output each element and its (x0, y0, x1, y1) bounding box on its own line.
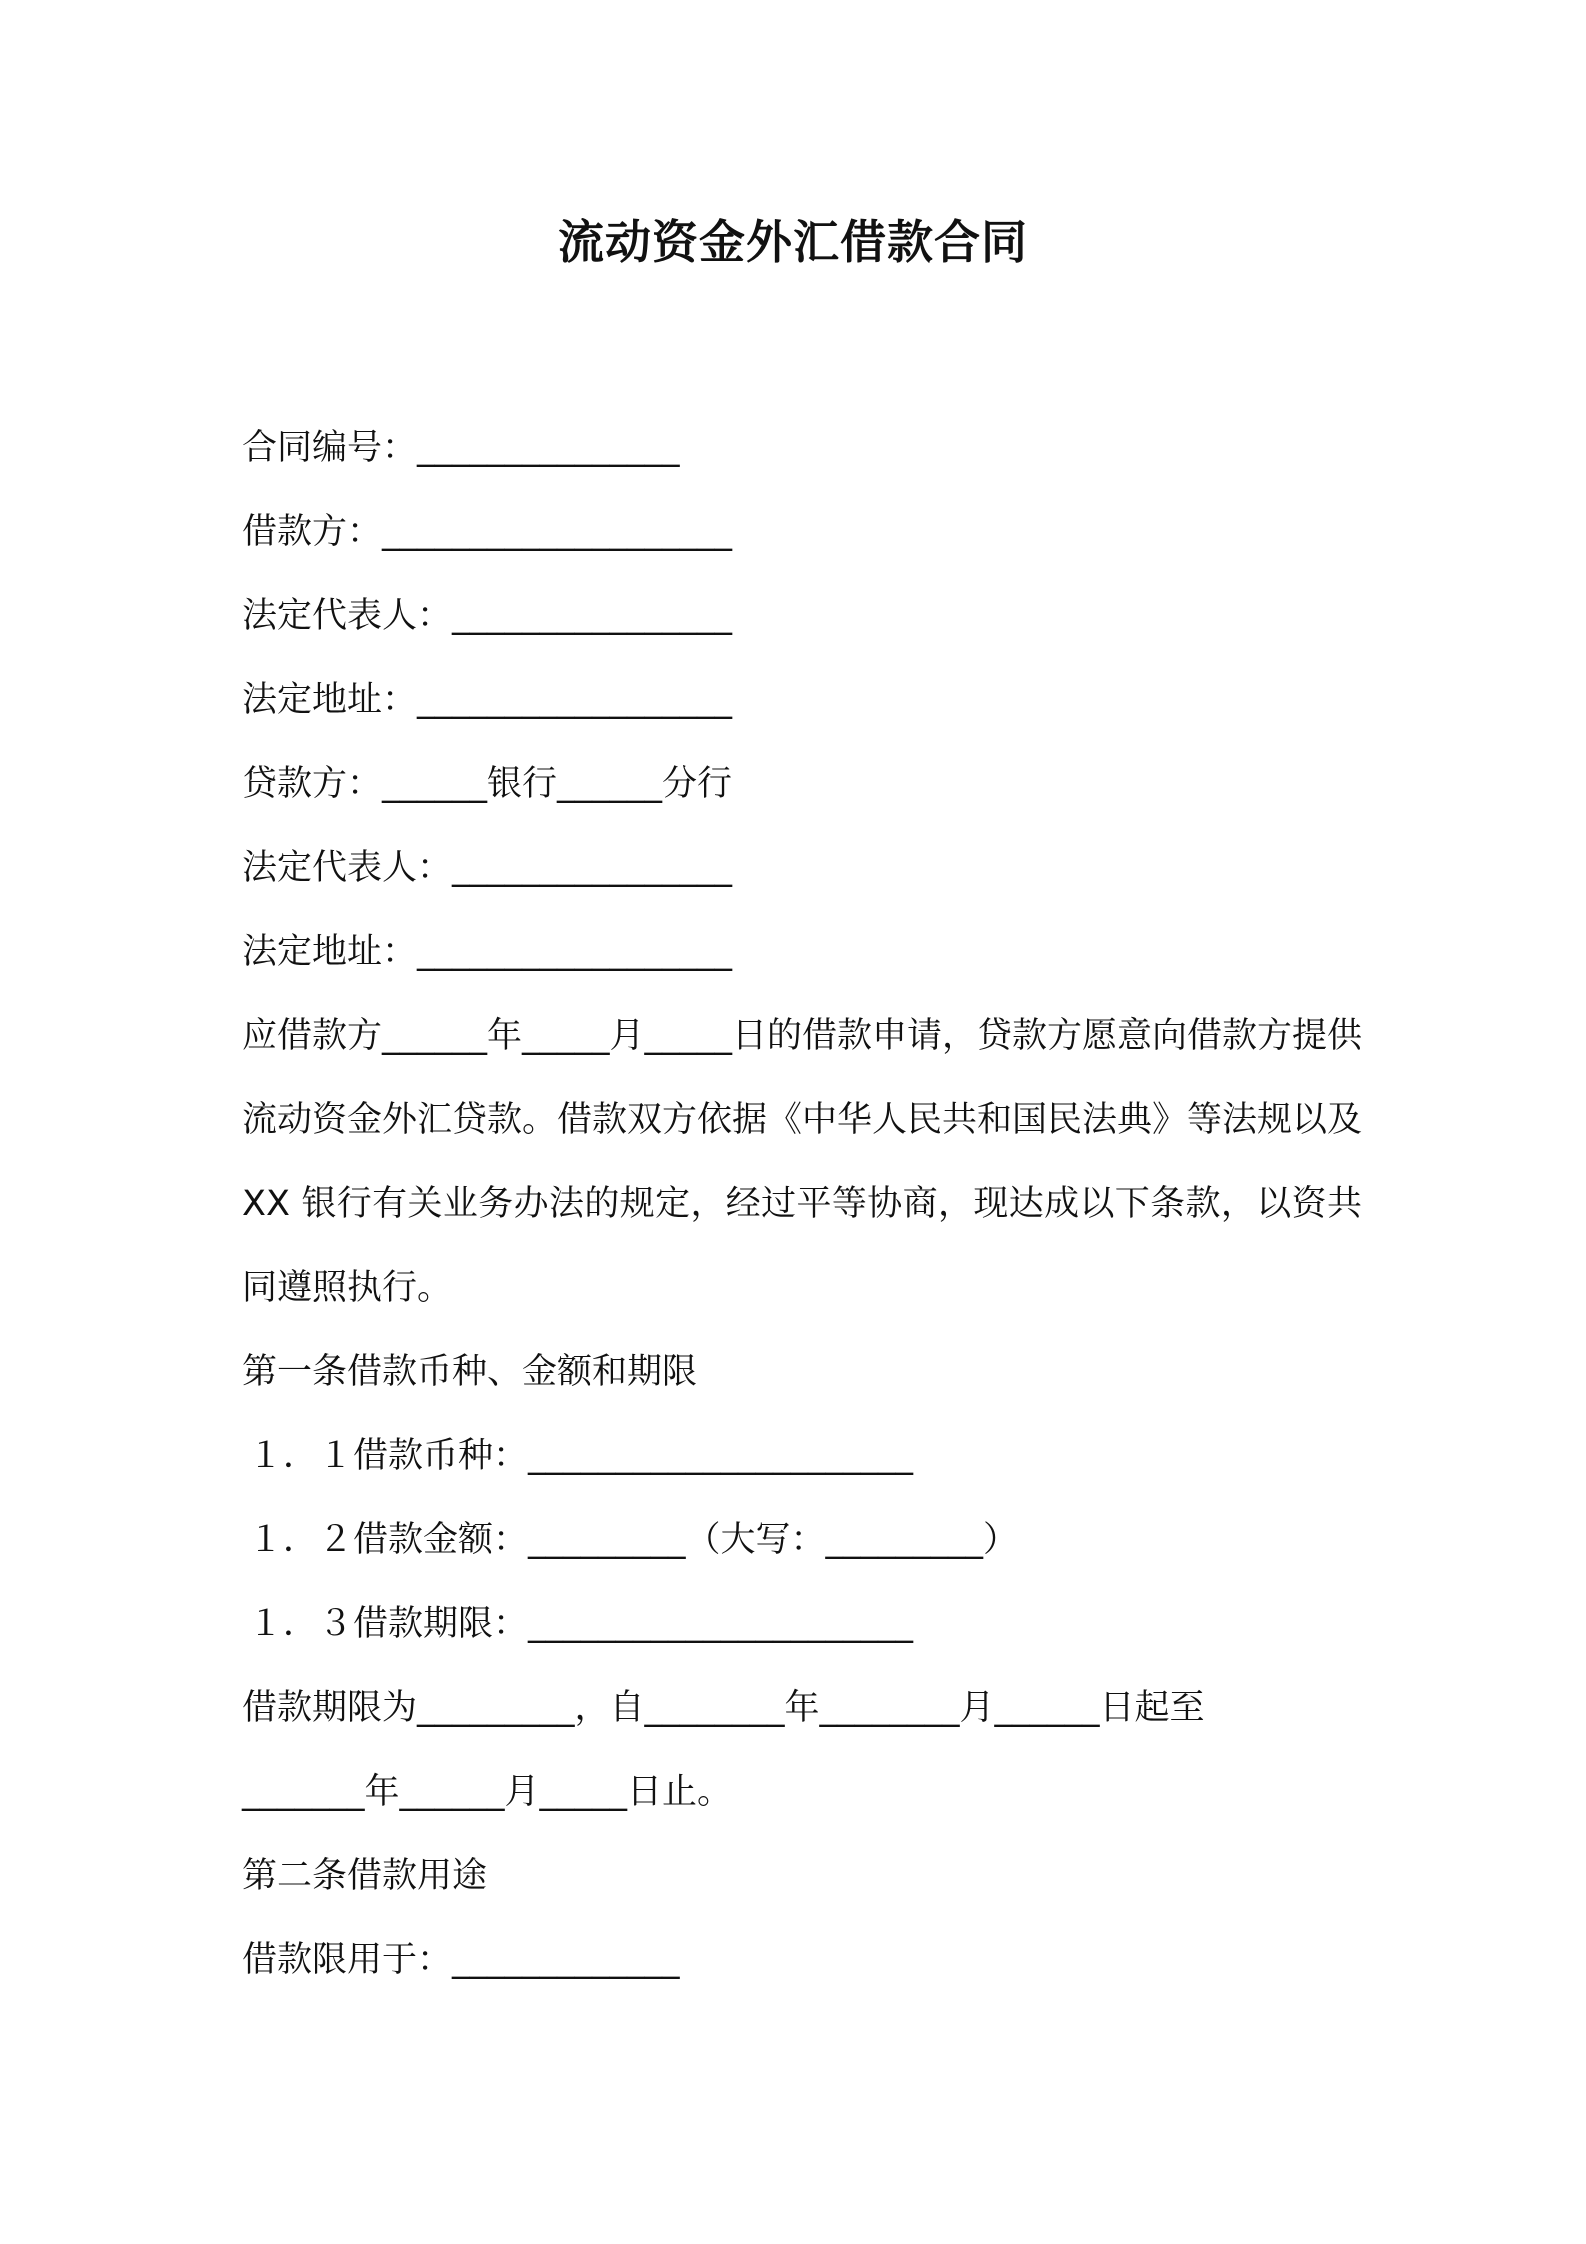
term-period-line-1: 借款期限为_________，自________年________月______日起至 (242, 1688, 1205, 1728)
document-body (242, 406, 1362, 2002)
loan-amount-line: １．２借款金额：_________（大写：_________） (248, 1520, 1019, 1560)
intro-paragraph: 应借款方______年_____月_____日的借款申请，贷款方愿意向借款方提供流动资金外汇贷款。借款双方依据《中华人民共和国民法典》等法规以及 XX 银行有关业务办法的规定，经过平等协商，现达成以下条款，以资共同遵照执行。 (242, 1016, 1363, 1308)
loan-term-line: １．３借款期限：______________________ (248, 1604, 914, 1644)
contract-number-line: 合同编号：_______________ (242, 428, 680, 468)
loan-purpose-line: 借款限用于：_____________ (242, 1940, 680, 1980)
document-title: 流动资金外汇借款合同 (558, 215, 1028, 269)
article-1-heading: 第一条借款币种、金额和期限 (242, 1352, 698, 1392)
lender-address-line: 法定地址：__________________ (242, 932, 733, 972)
article-2-heading: 第二条借款用途 (242, 1856, 488, 1896)
lender-line: 贷款方：______银行______分行 (242, 764, 733, 804)
borrower-address-line: 法定地址：__________________ (242, 680, 733, 720)
lender-representative-line: 法定代表人：________________ (242, 848, 733, 888)
term-period-line-2: _______年______月_____日止。 (242, 1772, 733, 1812)
loan-currency-line: １．１借款币种：______________________ (248, 1436, 914, 1476)
borrower-representative-line: 法定代表人：________________ (242, 596, 733, 636)
borrower-line: 借款方：____________________ (242, 512, 733, 552)
